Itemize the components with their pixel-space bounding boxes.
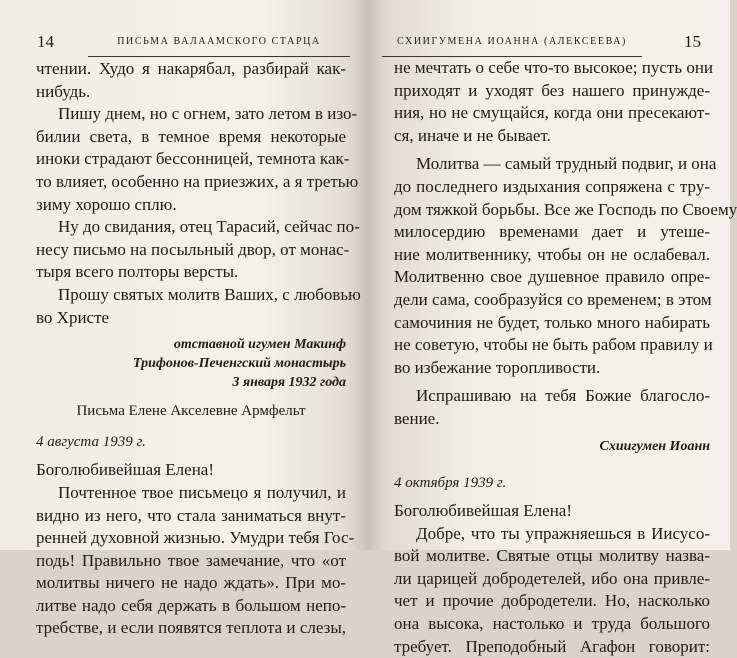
text-line: требстве, и если появятся теплота и слезы, <box>36 618 346 638</box>
text-line: литве надо себя держать в большом непо- <box>36 595 346 615</box>
text-line: во избежание торопливости. <box>394 357 601 377</box>
letter-greeting: Боголюбивейшая Елена! <box>36 460 215 480</box>
text-line: Испрашиваю на тебя Божие благосло- <box>416 386 710 406</box>
signature-line: отставной игумен Макинф <box>173 337 346 353</box>
text-line: Добре, что ты упражняешься в Иисусо- <box>416 523 710 543</box>
text-line: ния, но не смущайся, когда они пресекают- <box>394 103 710 123</box>
text-line: Молитвенно свое душевное правило опре- <box>394 267 710 287</box>
left-page <box>0 0 368 638</box>
text-line: чтении. Худо я накарябал, разбирай как- <box>36 59 346 78</box>
text-line: не советую, чтобы не быть рабом правилу и <box>394 335 713 355</box>
text-line: ние молитвеннику, чтобы он не ослабевал. <box>394 244 710 264</box>
text-line: тыря всего полторы версты. <box>36 262 239 282</box>
signature-line: 3 января 1932 года <box>232 375 346 391</box>
page-number-left: 14 <box>37 32 54 51</box>
running-head-left: ПИСЬМА ВАЛААМСКОГО СТАРЦА <box>88 36 350 57</box>
letter-date: 4 октября 1939 г. <box>394 474 507 491</box>
text-line: дели сама, сообразуйся со временем; в этом <box>394 289 712 309</box>
text-line: чет и прочие добродетели. Но, насколько <box>394 591 710 611</box>
text-line: во Христе <box>36 307 110 327</box>
text-line: иноки страдают бессонницей, темнота как- <box>36 149 350 169</box>
right-page <box>368 0 737 656</box>
text-line: вение. <box>394 408 440 428</box>
text-line: самочиния не будет, только много набирать <box>394 312 710 332</box>
text-line: приходят и уходят без нашего принужде- <box>394 80 710 100</box>
text-line: молитвы ничего не надо ждать». При мо- <box>36 573 346 593</box>
text-line: Пишу днем, но с огнем, зато летом в изо- <box>58 104 358 124</box>
running-head-right: СХИИГУМЕНА ИОАННА (АЛЕКСЕЕВА) <box>382 36 642 57</box>
text-line: милосердию временами дает и утеше- <box>394 222 710 242</box>
text-line: ренней духовной жизнью. Умудри тебя Гос- <box>36 528 355 548</box>
letter-date: 4 августа 1939 г. <box>36 433 146 450</box>
text-line: нибудь. <box>36 81 91 101</box>
text-line: она высока, настолько и труда большого <box>394 614 710 634</box>
text-line: дом тяжкой борьбы. Все же Господь по Своему <box>394 199 737 219</box>
text-line: до последнего издыхания сопряжена с тру- <box>394 176 710 196</box>
text-line: ли царицей добродетелей, ибо она привле- <box>394 568 710 588</box>
text-line: не мечтать о себе что-то высокое; пусть они <box>394 58 714 77</box>
left-page-text <box>36 58 361 640</box>
text-line: Прошу святых молитв Ваших, с любовью <box>58 284 361 304</box>
text-line: зиму хорошо сплю. <box>36 194 177 214</box>
text-line: ся, иначе и не бывает. <box>394 125 551 145</box>
text-line: видно из него, что стала заниматься внут- <box>36 505 346 525</box>
text-line: Молитва — самый трудный подвиг, и она <box>416 154 717 174</box>
text-line: вой молитве. Святые отцы молитву назва- <box>394 546 710 566</box>
right-page-text <box>394 57 737 658</box>
signature-line: Трифонов-Печенгский монастырь <box>132 356 346 372</box>
section-heading: Письма Елене Акселевне Армфельт <box>76 403 306 420</box>
text-line: требует. Преподобный Агафон говорит: <box>394 636 710 656</box>
letter-greeting: Боголюбивейшая Елена! <box>394 501 573 521</box>
page-number-right: 15 <box>684 32 701 51</box>
text-line: несу письмо на посыльный двор, от монас- <box>36 239 350 259</box>
signature-line: Схиигумен Иоанн <box>599 438 710 454</box>
text-line: Ну до свидания, отец Тарасий, сейчас по- <box>58 217 360 237</box>
text-line: Почтенное твое письмецо я получил, и <box>58 482 346 502</box>
text-line: билии света, в темное время некоторые <box>36 126 346 146</box>
text-line: подь! Правильно твое замечание, что «от <box>36 550 346 570</box>
text-line: то влияет, особенно на приезжих, а я третью <box>36 171 359 191</box>
